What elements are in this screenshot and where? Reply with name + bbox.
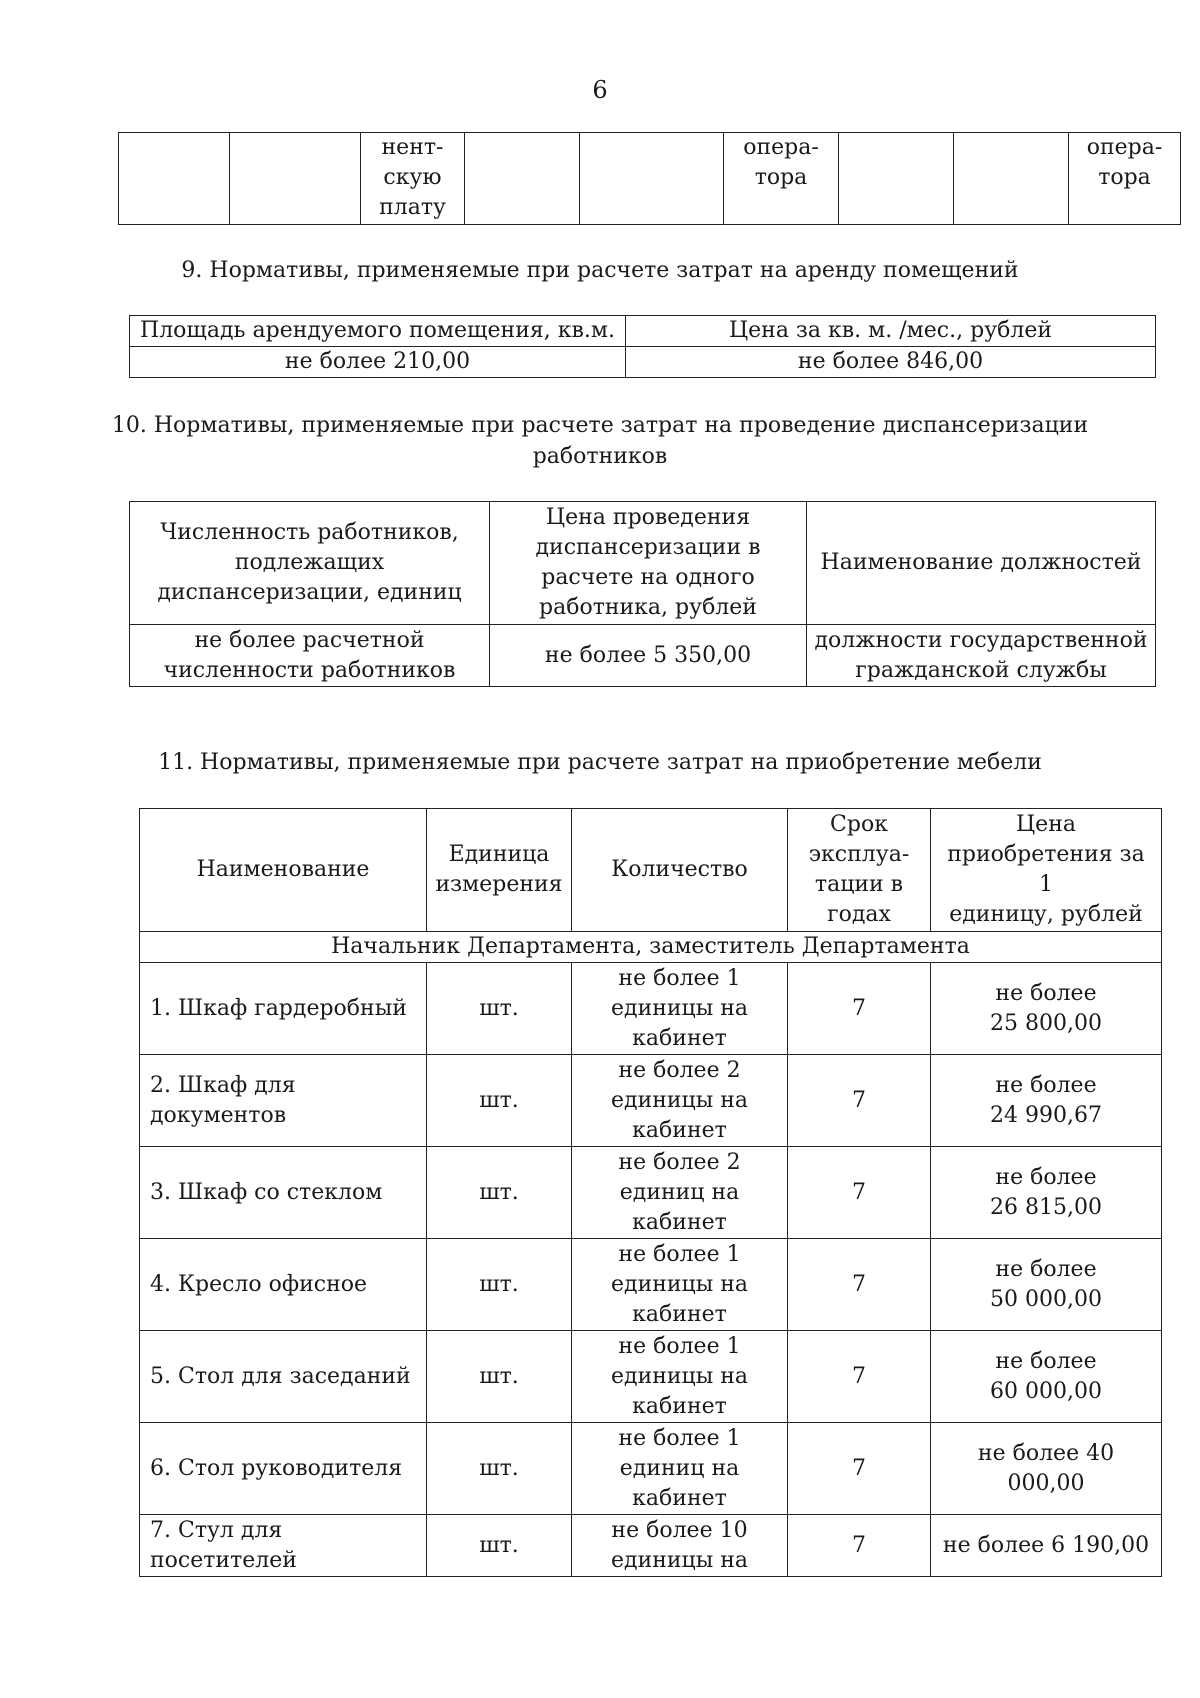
table-row xyxy=(140,963,1162,1055)
item-qty: не более 2 единиц на кабинет xyxy=(572,1147,788,1239)
carry-over-table xyxy=(118,132,1181,225)
page-number: 6 xyxy=(592,76,608,104)
item-years: 7 xyxy=(788,1055,931,1147)
carry-cell xyxy=(580,133,724,225)
section-10-title-line1: 10. Нормативы, применяемые при расчете затрат на проведение диспансеризации xyxy=(111,413,1089,438)
item-unit: шт. xyxy=(427,1331,572,1423)
item-unit: шт. xyxy=(427,963,572,1055)
table-row xyxy=(140,1423,1162,1515)
rent-price-value: не более 846,00 xyxy=(626,347,1156,378)
item-price: не более 24 990,67 xyxy=(931,1055,1162,1147)
section-11-title: 11. Нормативы, применяемые при расчете затрат на приобретение мебели xyxy=(158,750,1042,775)
furniture-header-qty: Количество xyxy=(572,809,788,932)
item-price: не более 6 190,00 xyxy=(931,1515,1162,1577)
rent-area-value: не более 210,00 xyxy=(130,347,626,378)
medical-table xyxy=(129,501,1156,687)
item-price: не более 50 000,00 xyxy=(931,1239,1162,1331)
item-price: не более 26 815,00 xyxy=(931,1147,1162,1239)
furniture-table xyxy=(139,808,1162,1577)
item-name: 7. Стул для посетителей xyxy=(140,1515,427,1577)
item-name: 3. Шкаф со стеклом xyxy=(140,1147,427,1239)
carry-cell xyxy=(954,133,1069,225)
item-years: 7 xyxy=(788,1423,931,1515)
furniture-header-unit: Единица измерения xyxy=(427,809,572,932)
furniture-header-years: Срок эксплуа- тации в годах xyxy=(788,809,931,932)
item-years: 7 xyxy=(788,963,931,1055)
medical-count-value: не более расчетной численности работников xyxy=(130,625,490,687)
item-name: 5. Стол для заседаний xyxy=(140,1331,427,1423)
furniture-header-price: Цена приобретения за 1 единицу, рублей xyxy=(931,809,1162,932)
item-name: 1. Шкаф гардеробный xyxy=(140,963,427,1055)
item-unit: шт. xyxy=(427,1515,572,1577)
item-name: 4. Кресло офисное xyxy=(140,1239,427,1331)
item-unit: шт. xyxy=(427,1239,572,1331)
medical-price-value: не более 5 350,00 xyxy=(490,625,807,687)
item-qty: не более 1 единиц на кабинет xyxy=(572,1423,788,1515)
carry-cell xyxy=(465,133,580,225)
medical-header-positions: Наименование должностей xyxy=(807,502,1156,625)
item-price: не более 60 000,00 xyxy=(931,1331,1162,1423)
carry-cell xyxy=(119,133,230,225)
item-unit: шт. xyxy=(427,1423,572,1515)
medical-positions-value: должности государственной гражданской службы xyxy=(807,625,1156,687)
item-price: не более 40 000,00 xyxy=(931,1423,1162,1515)
table-row xyxy=(140,1515,1162,1577)
carry-cell: опера- тора xyxy=(724,133,839,225)
table-row xyxy=(140,1331,1162,1423)
carry-cell: опера- тора xyxy=(1069,133,1181,225)
item-qty: не более 1 единицы на кабинет xyxy=(572,963,788,1055)
rent-header-area: Площадь арендуемого помещения, кв.м. xyxy=(130,316,626,347)
furniture-group-row: Начальник Департамента, заместитель Департамента xyxy=(140,932,1162,963)
rent-header-price: Цена за кв. м. /мес., рублей xyxy=(626,316,1156,347)
item-years: 7 xyxy=(788,1239,931,1331)
item-price: не более 25 800,00 xyxy=(931,963,1162,1055)
table-row xyxy=(140,1055,1162,1147)
item-qty: не более 1 единицы на кабинет xyxy=(572,1331,788,1423)
section-10-title-line2: работников xyxy=(532,444,668,469)
medical-header-price: Цена проведения диспансеризации в расчете на одного работника, рублей xyxy=(490,502,807,625)
table-row xyxy=(140,1239,1162,1331)
section-9-title: 9. Нормативы, применяемые при расчете затрат на аренду помещений xyxy=(181,258,1019,283)
item-years: 7 xyxy=(788,1515,931,1577)
carry-cell xyxy=(839,133,954,225)
item-qty: не более 1 единицы на кабинет xyxy=(572,1239,788,1331)
table-row xyxy=(140,1147,1162,1239)
item-unit: шт. xyxy=(427,1055,572,1147)
furniture-header-name: Наименование xyxy=(140,809,427,932)
item-name: 6. Стол руководителя xyxy=(140,1423,427,1515)
item-unit: шт. xyxy=(427,1147,572,1239)
item-name: 2. Шкаф для документов xyxy=(140,1055,427,1147)
rent-table xyxy=(129,315,1156,378)
item-years: 7 xyxy=(788,1331,931,1423)
item-years: 7 xyxy=(788,1147,931,1239)
carry-cell xyxy=(230,133,361,225)
item-qty: не более 2 единицы на кабинет xyxy=(572,1055,788,1147)
carry-cell: нент- скую плату xyxy=(361,133,465,225)
item-qty: не более 10 единицы на xyxy=(572,1515,788,1577)
medical-header-count: Численность работников, подлежащих диспансеризации, единиц xyxy=(130,502,490,625)
